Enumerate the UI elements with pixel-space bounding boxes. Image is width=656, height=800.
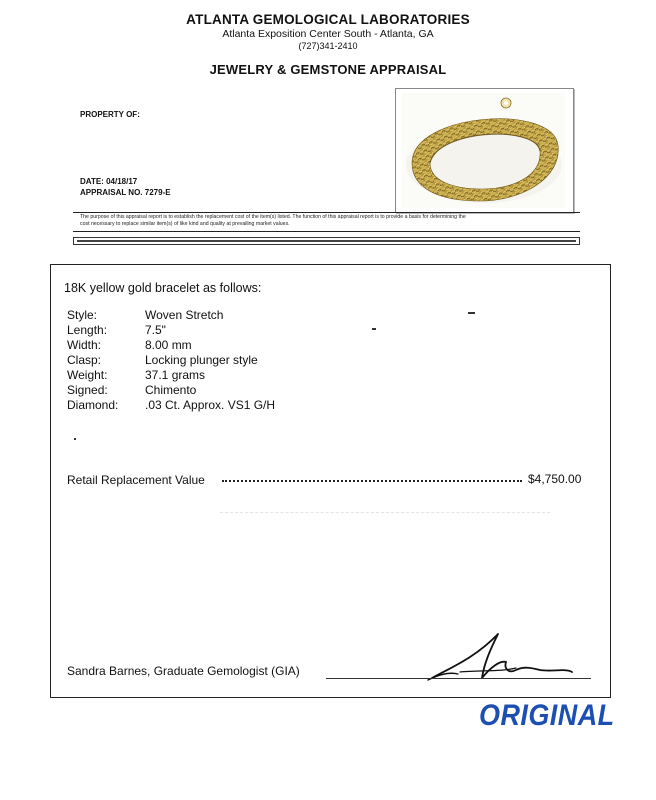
fine-print-bottom-rule	[73, 231, 580, 232]
original-stamp: ORIGINAL	[479, 699, 615, 732]
spec-value-weight: 37.1 grams	[145, 368, 206, 382]
spec-value-clasp: Locking plunger style	[145, 353, 258, 367]
item-photo-frame	[395, 88, 574, 213]
scan-speck	[74, 438, 76, 440]
spec-label-clasp: Clasp:	[67, 353, 102, 367]
signature-line	[326, 678, 591, 679]
spec-label-length: Length:	[67, 323, 108, 337]
date-field	[80, 177, 137, 186]
decorative-band	[73, 237, 580, 245]
purpose-note-line-2: cost necessary to replace similar item(s) of like kind and quality at prevailing market values.	[80, 221, 290, 227]
date-value: 04/18/17	[106, 177, 138, 186]
appraiser-name-title: Sandra Barnes, Graduate Gemologist (GIA)	[67, 664, 300, 678]
scan-shadow-line	[220, 512, 550, 513]
spec-label-diamond: Diamond:	[67, 398, 119, 412]
appraisal-number-label: APPRAISAL NO.	[80, 188, 143, 197]
item-description: 18K yellow gold bracelet as follows:	[64, 281, 262, 295]
date-label: DATE:	[80, 177, 104, 186]
spec-value-length: 7.5"	[145, 323, 166, 337]
dotted-leader	[222, 480, 522, 482]
appraisal-number-field	[80, 188, 171, 197]
lab-phone: (727)341-2410	[298, 41, 358, 51]
lab-address: Atlanta Exposition Center South - Atlanta, GA	[222, 28, 434, 40]
spec-label-signed: Signed:	[67, 383, 108, 397]
scan-speck	[372, 328, 376, 330]
retail-replacement-value-label: Retail Replacement Value	[67, 473, 205, 487]
purpose-note-line-1: The purpose of this appraisal report is to establish the replacement cost of the item(s) listed. The function of this appraisal report is to provide a basis for determining the	[80, 214, 466, 220]
lab-name: ATLANTA GEMOLOGICAL LABORATORIES	[186, 12, 470, 27]
spec-value-signed: Chimento	[145, 383, 197, 397]
scan-speck	[468, 312, 475, 314]
fine-print-top-rule	[73, 212, 580, 213]
spec-value-diamond: .03 Ct. Approx. VS1 G/H	[145, 398, 276, 412]
appraisal-purpose-note	[80, 214, 580, 228]
document-title: JEWELRY & GEMSTONE APPRAISAL	[209, 62, 447, 77]
appraisal-number-value: 7279-E	[144, 188, 171, 197]
spec-value-style: Woven Stretch	[145, 308, 224, 322]
spec-label-width: Width:	[67, 338, 102, 352]
property-of-label: PROPERTY OF:	[80, 110, 140, 119]
woven-gold-bracelet-photo	[402, 93, 565, 208]
spec-label-weight: Weight:	[67, 368, 108, 382]
retail-replacement-value-amount: $4,750.00	[528, 472, 582, 486]
spec-value-width: 8.00 mm	[145, 338, 192, 352]
spec-label-style: Style:	[67, 308, 98, 322]
